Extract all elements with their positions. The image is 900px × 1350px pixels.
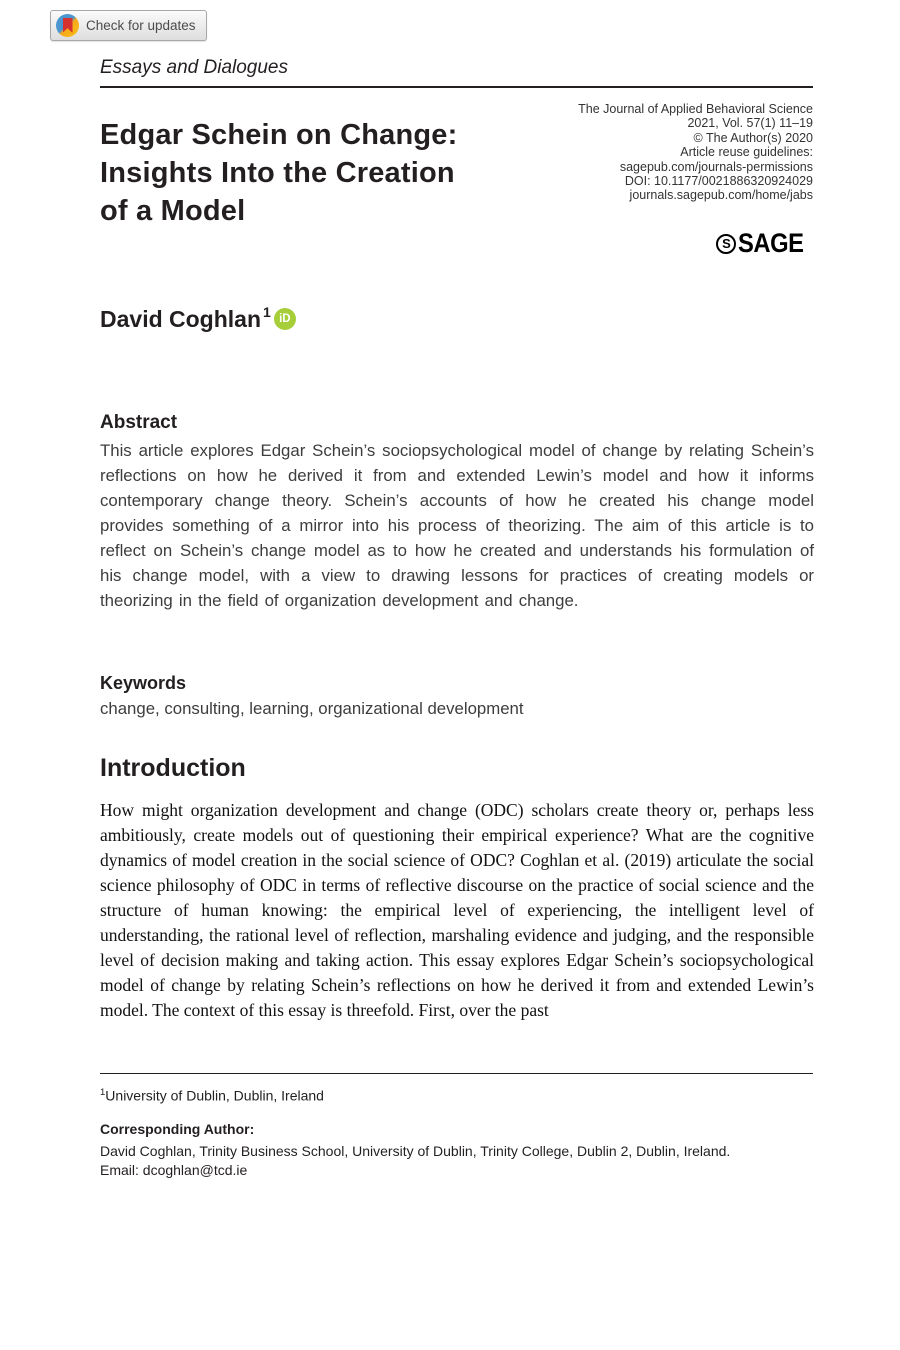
check-for-updates-button[interactable] <box>50 10 207 41</box>
author-affiliation-marker: 1 <box>263 304 271 320</box>
footnote-divider <box>100 1073 813 1074</box>
check-for-updates-label: Check for updates <box>86 18 196 33</box>
abstract-text: This article explores Edgar Schein’s sociopsychological model of change by relating Schein’s reflections on how he derived it from and extended Lewin’s model and how it informs contemporary change theory. Schein’s accounts of how he created his change model provides something of a mirror into his process of theorizing. The aim of this article is to reflect on Schein’s change model as to how he created and understands his formulation of his change model, with a view to drawing lessons for practices of creating models or theorizing in the field of organization development and change. <box>100 441 814 610</box>
crossmark-icon <box>56 14 79 37</box>
introduction-paragraph: How might organization development and change (ODC) scholars create theory or, perhaps less ambitiously, create models out of questioning their empirical experience? What are the cognitive dynamics of model creation in the social science of ODC? Coghlan et al. (2019) articulate the social science philosophy of ODC in terms of reflective discourse on the practice of social science and the structure of human knowing: the empirical level of experiencing, the intelligent level of understanding, the rational level of reflection, marshaling evidence and judging, and the responsible level of decision making and taking action. This essay explores Edgar Schein’s sociopsychological model of change by relating Schein’s reflections on how he derived it from and extended Lewin’s model. The context of this essay is threefold. First, over the past <box>100 800 814 1020</box>
journal-name: The Journal of Applied Behavioral Science <box>578 102 813 116</box>
header-divider <box>100 86 813 88</box>
article-title-line-1: Edgar Schein on Change: <box>100 119 458 151</box>
footnote-affiliation-marker: 1 <box>100 1087 106 1098</box>
footnote-affiliation <box>100 1087 324 1104</box>
corresponding-author-heading: Corresponding Author: <box>100 1121 255 1137</box>
abstract-heading: Abstract <box>100 412 178 433</box>
doi-line[interactable]: DOI: 10.1177/0021886320924029 <box>624 174 813 189</box>
introduction-heading: Introduction <box>100 754 246 782</box>
sage-logo <box>716 228 813 259</box>
section-label: Essays and Dialogues <box>100 57 288 78</box>
copyright-line: © The Author(s) 2020 <box>693 130 813 145</box>
article-title-line-2: Insights Into the Creation <box>100 157 455 189</box>
orcid-icon[interactable]: iD <box>274 308 296 330</box>
sage-wordmark: SAGE <box>738 228 805 258</box>
journal-info-block <box>483 102 813 203</box>
article-title-line-3: of a Model <box>100 195 246 227</box>
journal-volume-issue: 2021, Vol. 57(1) 11–19 <box>687 116 813 131</box>
keywords-text: change, consulting, learning, organizational development <box>100 699 524 718</box>
author-line <box>100 306 296 333</box>
reuse-guidelines-label: Article reuse guidelines: <box>680 145 813 160</box>
journal-home-url[interactable]: journals.sagepub.com/home/jabs <box>629 188 813 203</box>
crossmark-ribbon-icon <box>63 18 73 33</box>
permissions-url[interactable]: sagepub.com/journals-permissions <box>619 159 813 174</box>
author-name: David Coghlan <box>100 306 262 332</box>
corresponding-author-email[interactable]: Email: dcoghlan@tcd.ie <box>100 1162 248 1178</box>
corresponding-author-text: David Coghlan, Trinity Business School, University of Dublin, Trinity College, Dublin 2, Dublin, Ireland. <box>100 1143 731 1159</box>
footnote-affiliation-text: University of Dublin, Dublin, Ireland <box>105 1087 324 1104</box>
keywords-heading: Keywords <box>100 673 187 693</box>
sage-circle-s-icon: S <box>716 234 736 254</box>
